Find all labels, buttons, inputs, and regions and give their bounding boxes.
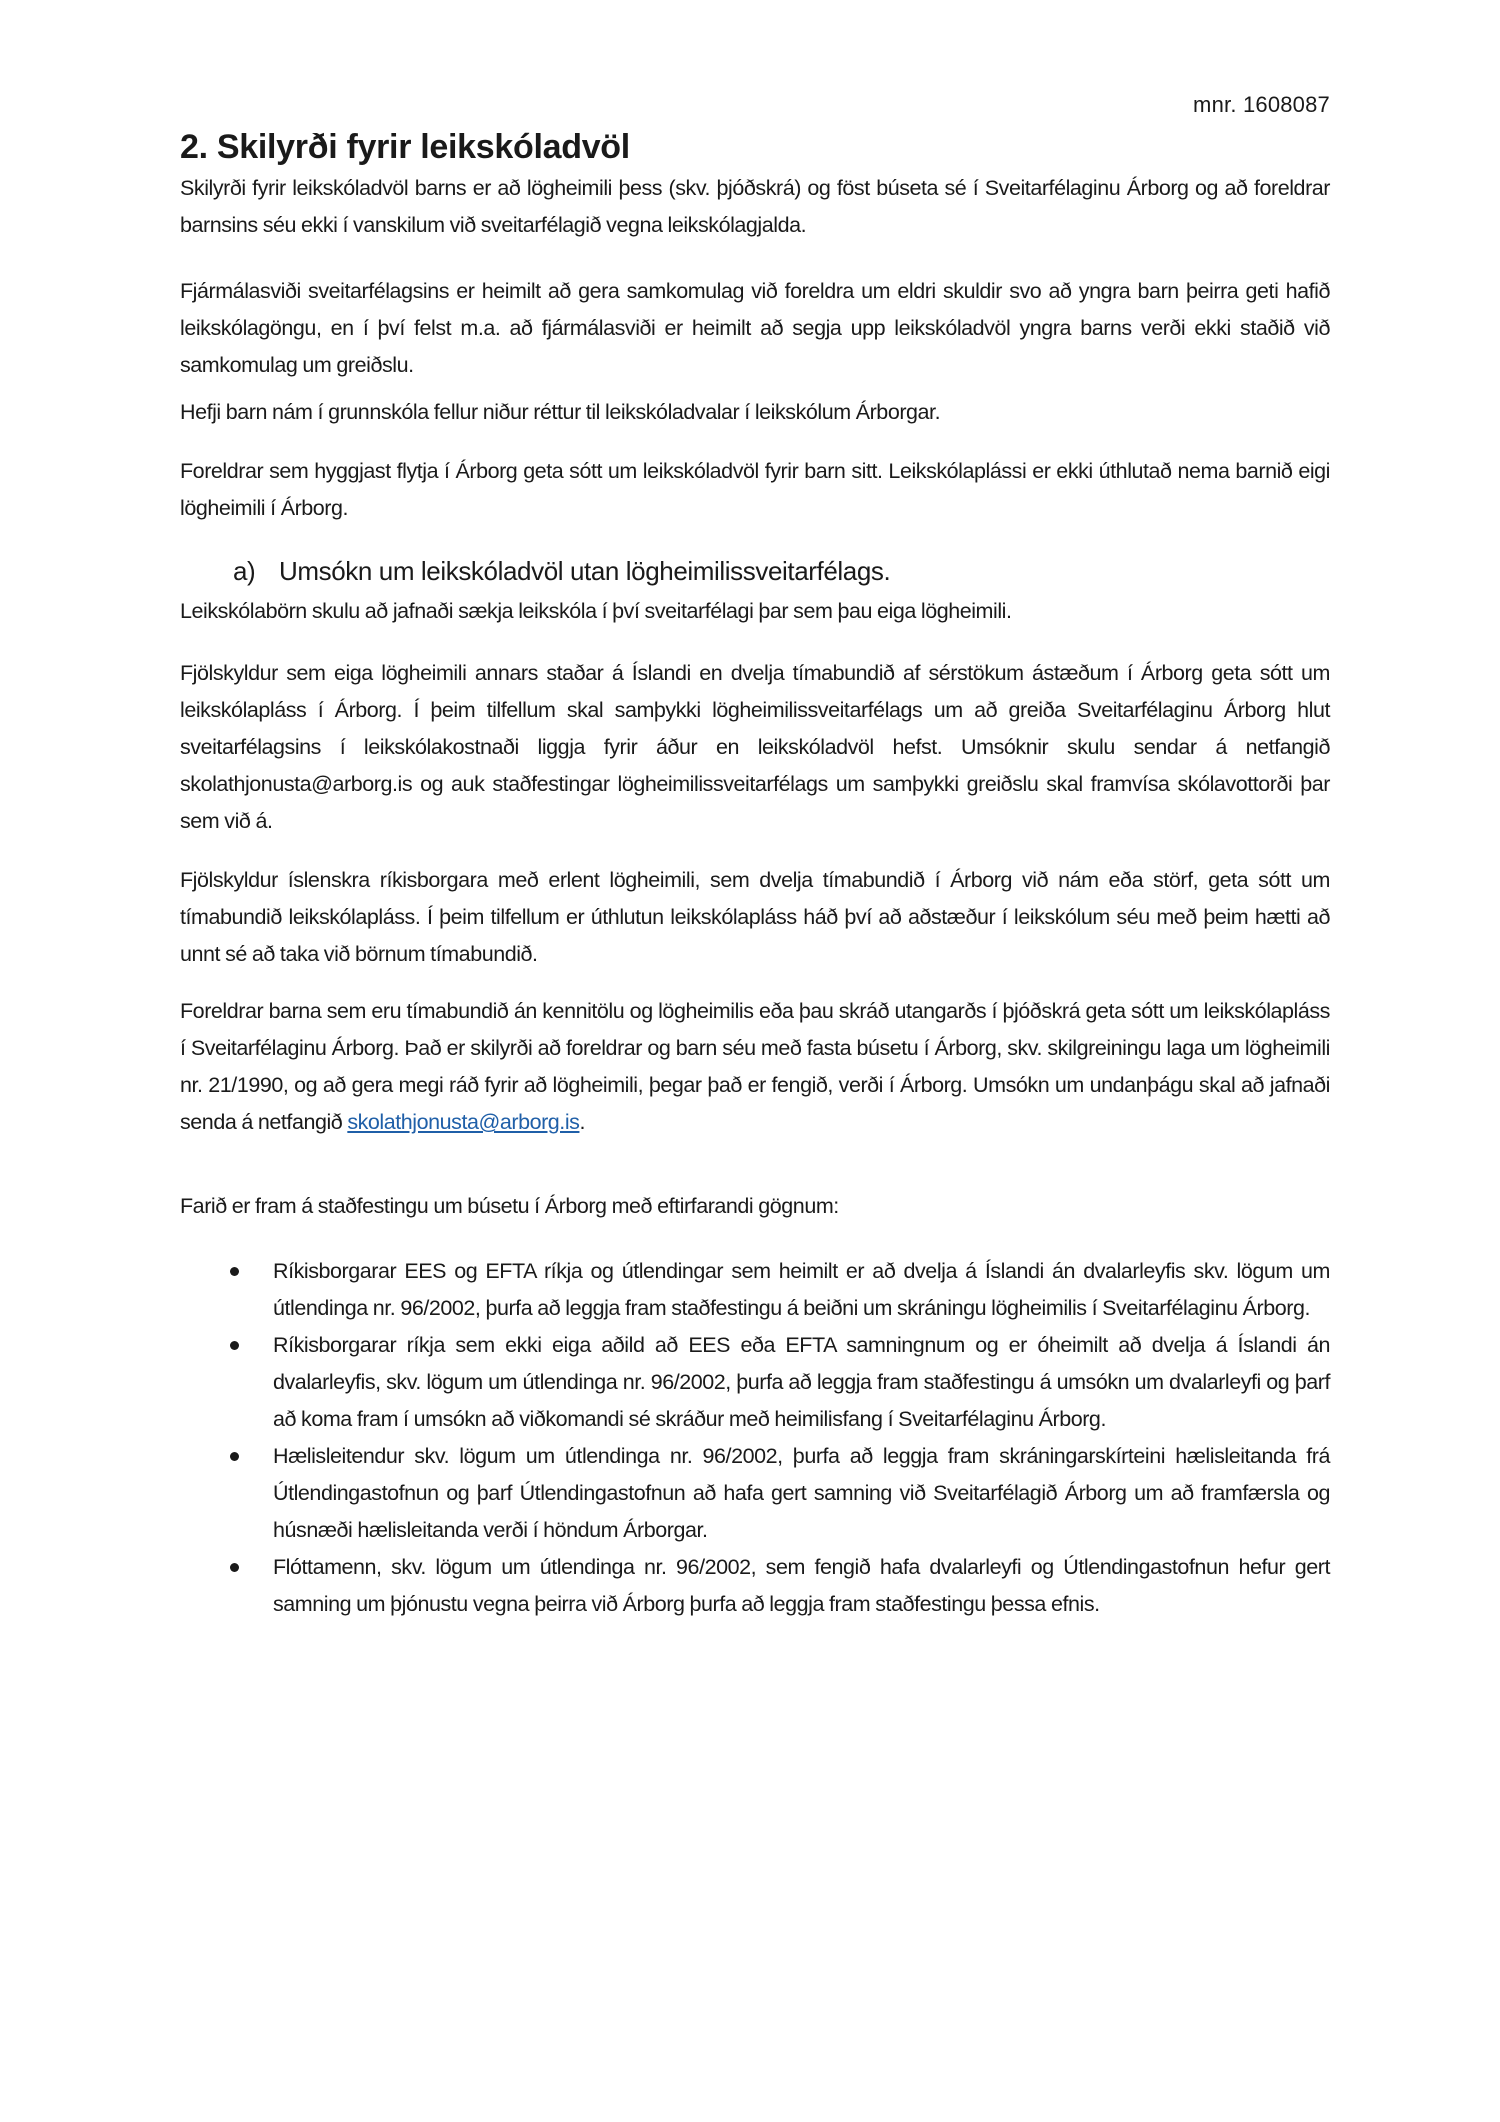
bullet-icon bbox=[230, 1341, 239, 1350]
list-intro: Farið er fram á staðfestingu um búsetu í Árborg með eftirfarandi gögnum: bbox=[180, 1194, 839, 1218]
paragraph-debt-agreement: Fjármálasviði sveitarfélagsins er heimilt að gera samkomulag við foreldra um eldri skuldir svo að yngra barn þeirra geti hafið leikskólagöngu, en í því felst m.a. að fjármálasviði er heimilt að segja upp leikskóladvöl yngra barns verði ekki staðið við samkomulag um greiðslu. bbox=[180, 279, 1330, 377]
paragraph-foreign-residence: Fjölskyldur íslenskra ríkisborgara með erlent lögheimili, sem dvelja tímabundið í Árborg við nám eða störf, geta sótt um tímabundið leikskólapláss. Í þeim tilfellum er úthlutun leikskólapláss háð því að aðstæður í leikskólum séu með þeim hætti að unnt sé að taka við börnum tímabundið. bbox=[180, 868, 1330, 966]
list-item-text: Hælisleitendur skv. lögum um útlendinga nr. 96/2002, þurfa að leggja fram skráningarskírteini hælisleitanda frá Útlendingastofnun og þarf Útlendingastofnun að hafa gert samning við Sveitarfélagið Árborg um að framfærsla og húsnæði hælisleitanda verði í höndum Árborgar. bbox=[273, 1444, 1330, 1542]
list-item-text: Ríkisborgarar ríkja sem ekki eiga aðild að EES eða EFTA samningnum og er óheimilt að dvelja á Íslandi án dvalarleyfis, skv. lögum um útlendinga nr. 96/2002, þurfa að leggja fram staðfestingu á umsókn um dvalarleyfi og þarf að koma fram í umsókn að viðkomandi sé skráður með heimilisfang í Sveitarfélaginu Árborg. bbox=[273, 1333, 1330, 1431]
bullet-icon bbox=[230, 1452, 239, 1461]
paragraph-primary-school: Hefji barn nám í grunnskóla fellur niður réttur til leikskóladvalar í leikskólum Árborgar. bbox=[180, 400, 941, 424]
email-link[interactable]: skolathjonusta@arborg.is bbox=[347, 1110, 580, 1134]
list-item bbox=[180, 1327, 1330, 1438]
paragraph-same-municipality: Leikskólabörn skulu að jafnaði sækja leikskóla í því sveitarfélagi þar sem þau eiga lögheimili. bbox=[180, 599, 1012, 623]
list-item bbox=[180, 1253, 1330, 1327]
paragraph-moving: Foreldrar sem hyggjast flytja í Árborg geta sótt um leikskóladvöl fyrir barn sitt. Leikskólaplássi er ekki úthlutað nema barnið eigi lögheimili í Árborg. bbox=[180, 459, 1330, 520]
bullet-icon bbox=[230, 1563, 239, 1572]
subsection-title: Umsókn um leikskóladvöl utan lögheimilissveitarfélags. bbox=[279, 556, 891, 586]
list-item-text: Flóttamenn, skv. lögum um útlendinga nr. 96/2002, sem fengið hafa dvalarleyfi og Útlendingastofnun hefur gert samning um þjónustu vegna þeirra við Árborg þurfa að leggja fram staðfestingu þessa efnis. bbox=[273, 1555, 1330, 1616]
list-item bbox=[180, 1438, 1330, 1549]
bullet-icon bbox=[230, 1267, 239, 1276]
paragraph-temporary-families: Fjölskyldur sem eiga lögheimili annars staðar á Íslandi en dvelja tímabundið af sérstökum ástæðum í Árborg geta sótt um leikskólapláss í Árborg. Í þeim tilfellum skal samþykki lögheimilissveitarfélags um að greiða Sveitarfélaginu Árborg hlut sveitarfélagsins í leikskólakostnaði liggja fyrir áður en leikskóladvöl hefst. Umsóknir skulu sendar á netfangið skolathjonusta@arborg.is og auk staðfestingar lögheimilissveitarfélags um samþykki greiðslu skal framvísa skólavottorði þar sem við á. bbox=[180, 661, 1330, 833]
email-link-suffix: . bbox=[579, 1110, 585, 1134]
section-title: 2. Skilyrði fyrir leikskóladvöl bbox=[180, 128, 630, 166]
paragraph-eligibility: Skilyrði fyrir leikskóladvöl barns er að lögheimili þess (skv. þjóðskrá) og föst búseta sé í Sveitarfélaginu Árborg og að foreldrar barnsins séu ekki í vanskilum við sveitarfélagið vegna leikskólagjalda. bbox=[180, 176, 1330, 237]
paragraph-no-id-number bbox=[180, 993, 1330, 1141]
subsection-number: a) bbox=[233, 556, 256, 586]
paragraph-no-id-number-text: Foreldrar barna sem eru tímabundið án kennitölu og lögheimilis eða þau skráð utangarðs í þjóðskrá geta sótt um leikskólapláss í Sveitarfélaginu Árborg. Það er skilyrði að foreldrar og barn séu með fasta búsetu í Árborg, skv. skilgreiningu laga um lögheimili nr. 21/1990, og að gera megi ráð fyrir að lögheimili, þegar það er fengið, verði í Árborg. Umsókn um undanþágu skal að jafnaði senda á netfangið bbox=[180, 999, 1330, 1134]
requirements-list bbox=[180, 1253, 1330, 1623]
reference-number: mnr. 1608087 bbox=[1193, 92, 1330, 117]
list-item bbox=[180, 1549, 1330, 1623]
subsection-heading bbox=[233, 556, 890, 587]
list-item-text: Ríkisborgarar EES og EFTA ríkja og útlendingar sem heimilt er að dvelja á Íslandi án dvalarleyfis skv. lögum um útlendinga nr. 96/2002, þurfa að leggja fram staðfestingu á beiðni um skráningu lögheimilis í Sveitarfélaginu Árborg. bbox=[273, 1259, 1330, 1320]
